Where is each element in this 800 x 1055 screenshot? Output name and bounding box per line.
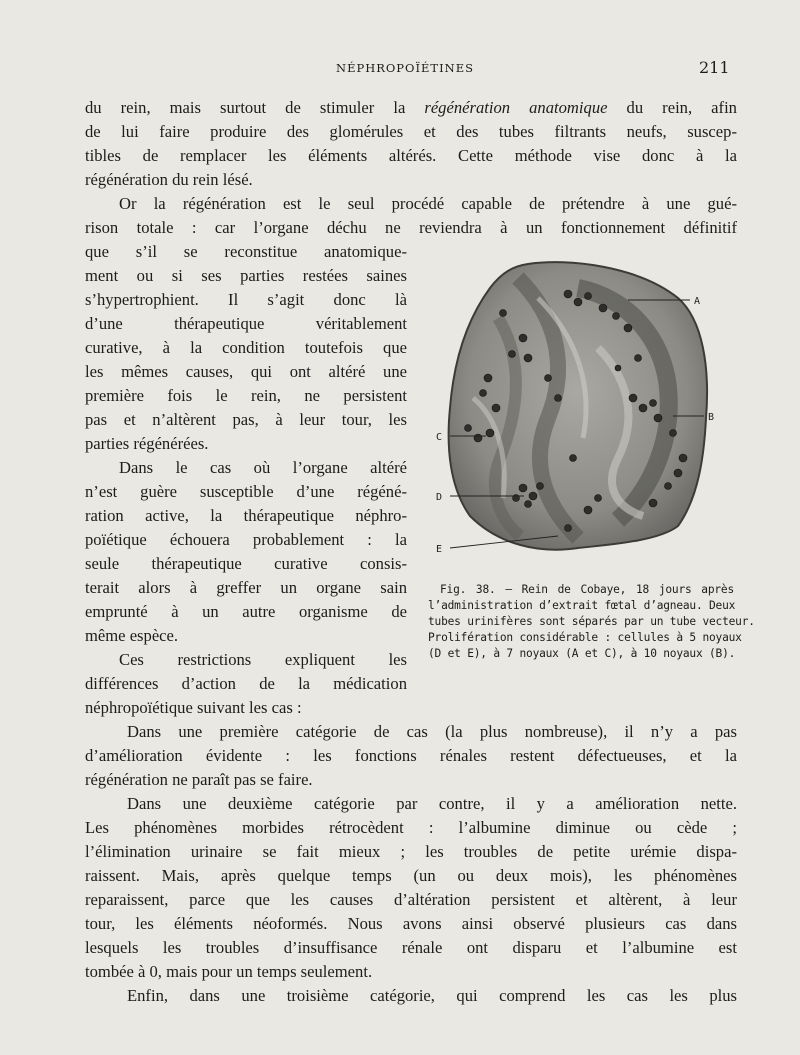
- figure-label-d: D: [436, 492, 443, 503]
- figure-caption-line: Prolifération considérable : cellules à 5 noyaux: [428, 631, 742, 644]
- text-line: seule thérapeutique curative consis-: [85, 554, 407, 573]
- figure-label-e: E: [436, 544, 443, 555]
- figure-label-a: A: [694, 296, 701, 307]
- text-line: tombée à 0, mais pour un temps seulement.: [85, 962, 373, 981]
- text-line: raissent. Mais, après quelque temps (un ou deux mois), les phénomènes: [85, 866, 737, 885]
- text-line: ment ou si ses parties restées saines: [85, 266, 407, 285]
- text-line: différences d’action de la médication: [85, 674, 407, 693]
- text-line: l’élimination urinaire se fait mieux ; les troubles de petite urémie dispa-: [85, 842, 737, 861]
- text-line: parties régénérées.: [85, 434, 209, 453]
- figure-caption-line: tubes urinifères sont séparés par un tube vecteur.: [428, 615, 755, 628]
- text-line: Enfin, dans une troisième catégorie, qui comprend les cas les plus: [127, 986, 737, 1005]
- text-line: que s’il se reconstitue anatomique-: [85, 242, 407, 261]
- text-line: d’amélioration évidente : les fonctions rénales restent défectueuses, et la: [85, 746, 737, 765]
- text-line: régénération ne paraît pas se faire.: [85, 770, 313, 789]
- text-line: reparaissent, parce que les causes d’altération persistent et altèrent, à leur: [85, 890, 737, 909]
- figure-label-c: C: [436, 432, 443, 443]
- text-line: terait alors à greffer un organe sain: [85, 578, 407, 597]
- text-line: n’est guère susceptible d’une régéné-: [85, 482, 407, 501]
- text-line: pas et n’altèrent pas, à leur tour, les: [85, 410, 407, 429]
- text-line: s’hypertrophient. Il s’agit donc là: [85, 290, 407, 309]
- text-line: régénération du rein lésé.: [85, 170, 253, 189]
- text-line: du rein, mais surtout de stimuler la régénération anatomique du rein, afin: [85, 98, 737, 117]
- text-line: ration active, la thérapeutique néphro-: [85, 506, 407, 525]
- text-line: curative, à la condition toutefois que: [85, 338, 407, 357]
- text-line: tibles de remplacer les éléments altérés. Cette méthode vise donc à la: [85, 146, 737, 165]
- text-line: néphropoïétique suivant les cas :: [85, 698, 302, 717]
- kidney-section-figure: [428, 258, 732, 576]
- text-line: rison totale : car l’organe déchu ne reviendra à un fonctionnement définitif: [85, 218, 737, 237]
- text-line: tour, les éléments néoformés. Nous avons ainsi observé plusieurs cas dans: [85, 914, 737, 933]
- page-number: 211: [699, 58, 730, 77]
- text-line: poïétique échouera probablement : la: [85, 530, 407, 549]
- text-line: emprunté à un autre organisme de: [85, 602, 407, 621]
- running-title: NÉPHROPOÏÉTINES: [336, 61, 474, 75]
- text-line: Dans une deuxième catégorie par contre, il y a amélioration nette.: [127, 794, 737, 813]
- text-line: lesquels les troubles d’insuffisance rénale ont disparu et l’albumine est: [85, 938, 737, 957]
- text-line: Or la régénération est le seul procédé capable de prétendre à une gué-: [119, 194, 737, 213]
- figure-caption-line: l’administration d’extrait fœtal d’agneau. Deux: [428, 599, 736, 612]
- text-line: Dans une première catégorie de cas (la plus nombreuse), il n’y a pas: [127, 722, 737, 741]
- figure-caption-line: (D et E), à 7 noyaux (A et C), à 10 noyaux (B).: [428, 647, 736, 660]
- text-line: d’une thérapeutique véritablement: [85, 314, 407, 333]
- text-line: première fois le rein, ne persistent: [85, 386, 407, 405]
- text-line: Dans le cas où l’organe altéré: [119, 458, 407, 477]
- text-line: Les phénomènes morbides rétrocèdent : l’albumine diminue ou cède ;: [85, 818, 737, 837]
- figure-caption-line: Fig. 38. — Rein de Cobaye, 18 jours après: [440, 583, 734, 596]
- text-line: de lui faire produire des glomérules et des tubes filtrants neufs, suscep-: [85, 122, 737, 141]
- histology-illustration: [428, 258, 732, 576]
- emphasis-text: régénération anatomique: [424, 98, 608, 117]
- text-line: même espèce.: [85, 626, 179, 645]
- text-line: les mêmes causes, qui ont altéré une: [85, 362, 407, 381]
- figure-label-b: B: [708, 412, 715, 423]
- text-line: Ces restrictions expliquent les: [119, 650, 407, 669]
